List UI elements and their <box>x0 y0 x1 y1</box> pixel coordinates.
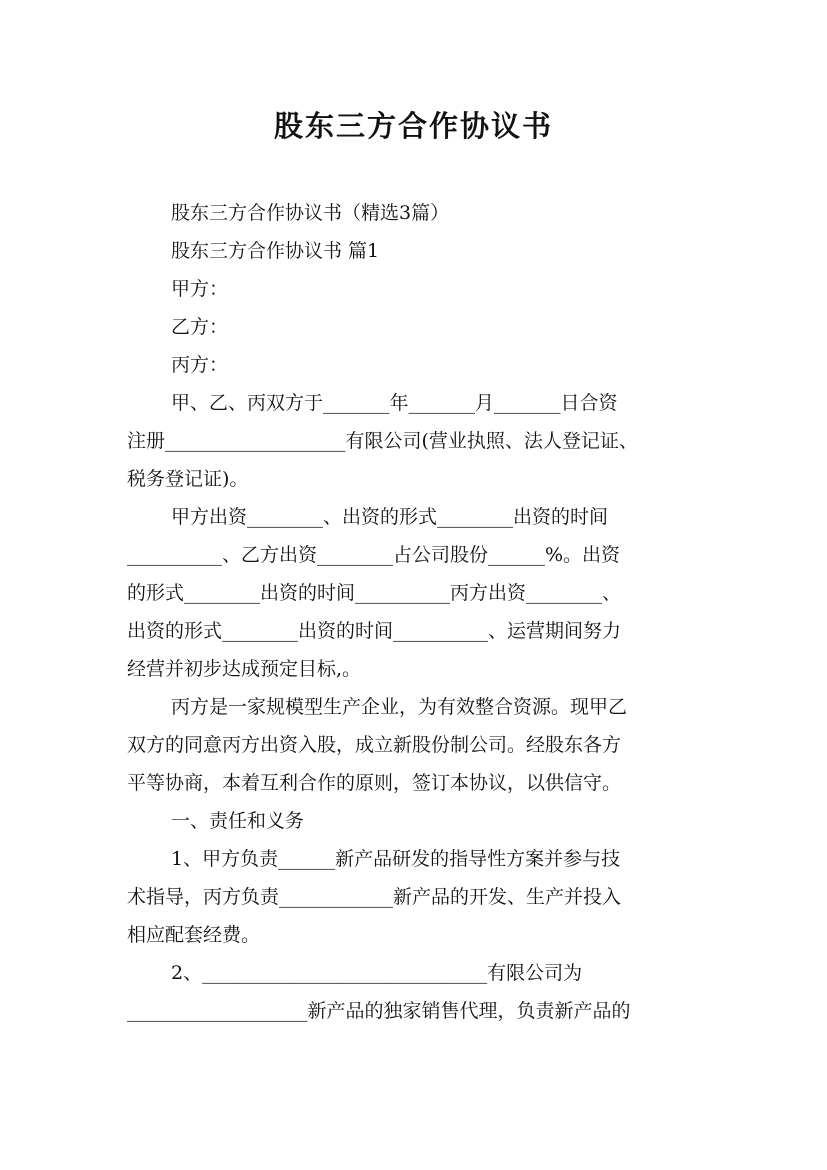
paragraph-line: 甲方出资________、出资的形式________出资的时间 <box>171 506 609 528</box>
paragraph-line: 甲、乙、丙双方于_______年_______月_______日合资 <box>171 392 618 414</box>
paragraph-line: 的形式________出资的时间__________丙方出资________、 <box>127 582 622 604</box>
paragraph-line: 丙方是一家规模型生产企业，为有效整合资源。现甲乙 <box>171 696 628 718</box>
document-body <box>127 194 705 1030</box>
party-b-line: 乙方： <box>171 316 229 338</box>
paragraph-line: 注册___________________有限公司(营业执照、法人登记证、 <box>127 430 638 452</box>
section-heading: 股东三方合作协议书 篇1 <box>171 240 380 262</box>
paragraph-line: 2、______________________________有限公司为 <box>171 962 583 984</box>
paragraph-line: 1、甲方负责______新产品研发的指导性方案并参与技 <box>171 848 621 870</box>
document-title: 股东三方合作协议书 <box>273 109 553 143</box>
paragraph-line: 双方的同意丙方出资入股，成立新股份制公司。经股东各方 <box>127 734 622 756</box>
paragraph-line: 经营并初步达成预定目标,。 <box>127 658 362 680</box>
party-a-line: 甲方： <box>171 278 229 300</box>
paragraph-line: 出资的形式________出资的时间__________、运营期间努力 <box>127 620 622 642</box>
paragraph-line: 相应配套经费。 <box>127 924 261 946</box>
paragraph-line: 平等协商，本着互利合作的原则，签订本协议，以供信守。 <box>127 772 622 794</box>
paragraph-line: ___________________新产品的独家销售代理，负责新产品的 <box>127 1000 631 1022</box>
paragraph-line: 税务登记证)。 <box>127 468 249 490</box>
clause-heading: 一、责任和义务 <box>171 810 305 832</box>
party-c-line: 丙方： <box>171 354 229 376</box>
paragraph-line: 术指导，丙方负责____________新产品的开发、生产并投入 <box>127 886 622 908</box>
intro-line: 股东三方合作协议书（精选3篇） <box>171 202 450 224</box>
paragraph-line: __________、乙方出资________占公司股份______%。出资 <box>127 544 621 566</box>
